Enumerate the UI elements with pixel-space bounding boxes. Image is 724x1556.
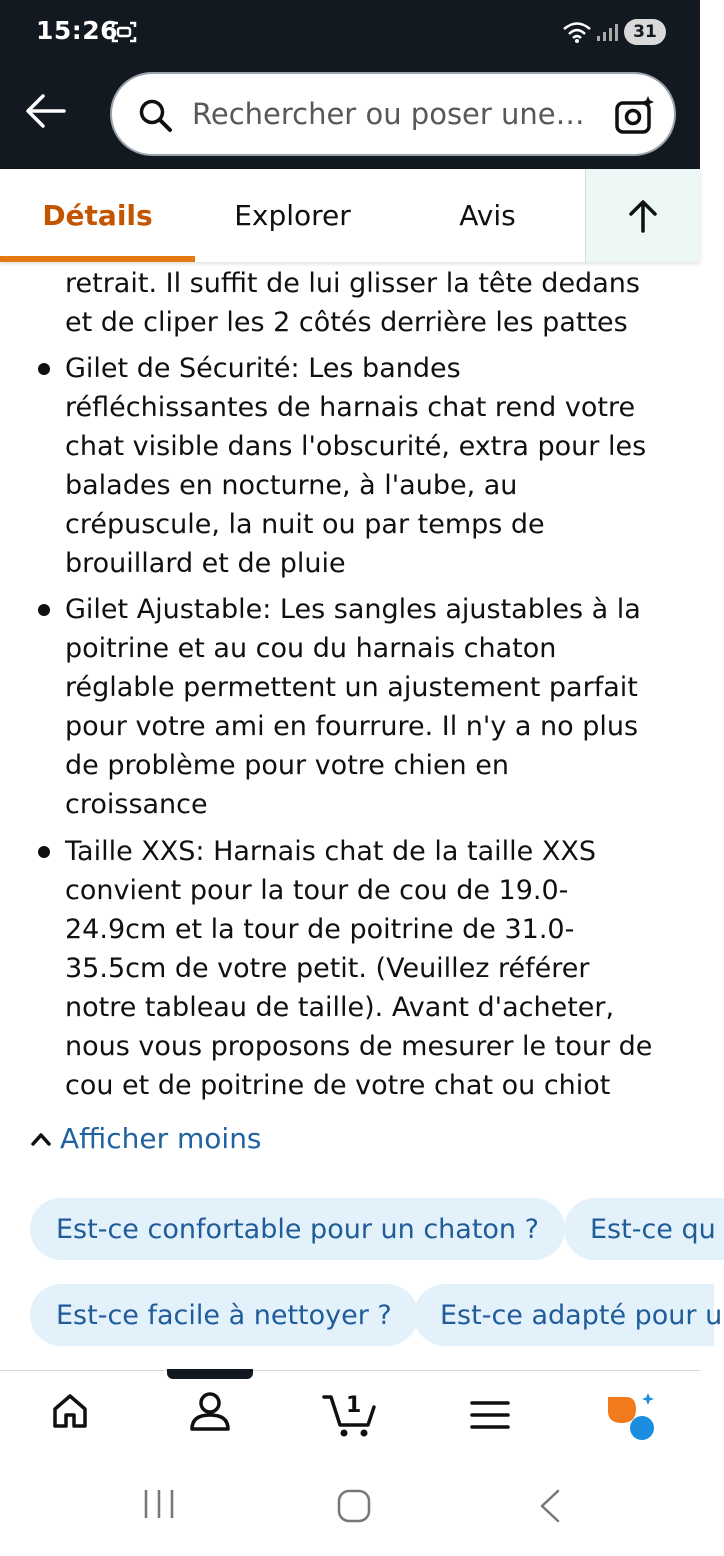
search-icon [138,98,174,138]
product-details-content [0,262,723,1370]
signal-icon [596,22,618,46]
cart-count-badge: 1 [346,1393,362,1418]
bullet-item: Taille XXS: Harnais chat de la taille XXS convient pour la tour de cou de 19.0- 24.9cm et la tour de poitrine de 31.0- 35.5cm de votre petit. (Veuillez référer notre tableau de taille). Avant d'acheter, nous vous proposons de mesurer le tour de cou et de poitrine de votre chat ou chiot [65,836,653,1101]
bullet-dot [38,363,50,375]
status-bar [0,0,700,64]
system-back-icon[interactable] [536,1488,564,1528]
bullet-dot [38,846,50,858]
scroll-to-top-button[interactable] [585,169,700,262]
suggestion-chips-row [0,1284,723,1348]
system-navigation-bar [0,1462,700,1556]
screenshot-icon [110,19,138,49]
bullet-item: Gilet Ajustable: Les sangles ajustables à la poitrine et au cou du harnais chaton réglable permettent un ajustement parfait pour votre ami en fourrure. Il n'y a no plus de problème pour votre chien en croissance [65,594,641,820]
arrow-up-icon [627,199,659,233]
home-icon[interactable] [50,1391,90,1435]
tab-explorer[interactable]: Explorer [234,199,351,232]
tab-avis[interactable]: Avis [459,199,516,232]
app-header [0,0,700,169]
suggestion-chip[interactable]: Est-ce confortable pour un chaton ? [30,1198,565,1260]
back-arrow-icon[interactable] [24,92,66,134]
suggestion-chip[interactable]: Est-ce facile à nettoyer ? [30,1284,418,1346]
recent-apps-icon[interactable] [142,1488,176,1524]
menu-icon[interactable] [470,1399,510,1435]
status-time: 15:26 [36,16,119,45]
camera-search-icon[interactable] [614,94,656,140]
bullet-item: Gilet de Sécurité: Les bandes réfléchissantes de harnais chat rend votre chat visible dans l'obscurité, extra pour les balades en nocturne, à l'aube, au crépuscule, la nuit ou par temps de brouillard et de pluie [65,353,647,579]
product-tabs [0,169,700,262]
suggestion-chip[interactable]: Est-ce qu [564,1198,724,1260]
chevron-up-icon [30,1131,52,1147]
suggestion-chips-row [0,1198,716,1262]
show-less-link[interactable]: Afficher moins [30,1122,262,1155]
rufus-assistant-icon[interactable] [604,1393,656,1445]
bullet-dot [38,604,50,616]
home-button-icon[interactable] [336,1488,372,1528]
search-input[interactable] [192,88,592,140]
wifi-icon [562,20,592,48]
search-bar[interactable] [110,72,676,156]
bullet-item: retrait. Il suffit de lui glisser la tête dedans et de cliper les 2 côtés derrière les pattes [65,268,640,338]
suggestion-chip[interactable]: Est-ce adapté pour u [414,1284,714,1346]
account-icon[interactable] [188,1391,232,1437]
tab-details[interactable]: Détails [0,169,195,262]
battery-indicator: 31 [624,19,666,45]
active-nav-indicator [167,1369,253,1379]
